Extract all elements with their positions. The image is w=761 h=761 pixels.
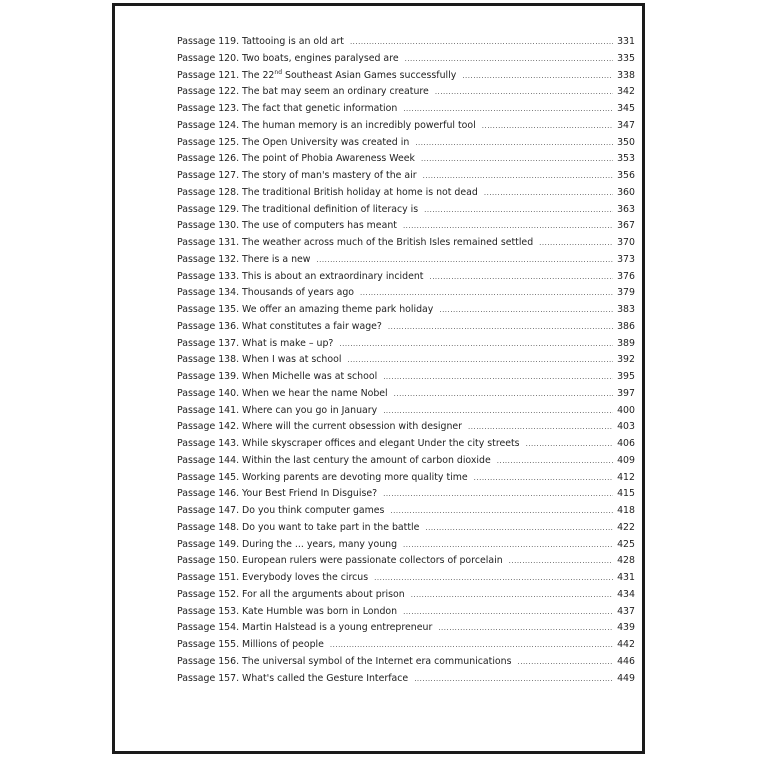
- toc-entry-title: Passage 126. The point of Phobia Awareness Week: [177, 153, 415, 165]
- dot-leader: [360, 289, 613, 297]
- toc-entry-title: Passage 133. This is about an extraordinary incident: [177, 270, 424, 282]
- toc-entry-title: Passage 143. While skyscraper offices and elegant Under the city streets: [177, 438, 520, 449]
- dot-leader: [383, 490, 613, 498]
- dot-leader: [411, 591, 613, 599]
- toc-entry: [177, 237, 635, 254]
- toc-entry-page: 442: [617, 639, 635, 650]
- dot-leader: [350, 38, 613, 46]
- dot-leader: [539, 239, 613, 247]
- dot-leader: [518, 658, 614, 666]
- toc-entry: [177, 555, 635, 572]
- toc-entry-title: Passage 155. Millions of people: [177, 639, 324, 650]
- toc-entry-title: Passage 134. Thousands of years ago: [177, 287, 355, 299]
- dot-leader: [509, 557, 613, 565]
- dot-leader: [474, 474, 613, 482]
- dot-leader: [421, 155, 613, 163]
- toc-entry-page: 395: [617, 371, 635, 382]
- toc-entry: [177, 606, 635, 623]
- toc-entry: [177, 472, 635, 489]
- toc-entry-title: Passage 132. There is a new: [177, 253, 311, 265]
- toc-entry-page: 370: [617, 237, 635, 248]
- dot-leader: [425, 524, 613, 532]
- toc-entry-page: 425: [617, 538, 635, 550]
- toc-entry-page: 403: [617, 421, 635, 433]
- toc-entry: [177, 254, 635, 271]
- dot-leader: [383, 407, 613, 415]
- toc-entry-page: 431: [617, 572, 635, 583]
- toc-entry-title: Passage 122. The bat may seem an ordinary creature: [177, 86, 429, 98]
- toc-entry-title: Passage 141. Where can you go in January: [177, 404, 378, 416]
- toc-entry: [177, 438, 635, 455]
- toc-entry: [177, 70, 635, 87]
- toc-entry-page: 338: [617, 69, 635, 81]
- toc-entry: [177, 488, 635, 505]
- dot-leader: [438, 624, 613, 632]
- toc-entry-page: 437: [617, 605, 635, 617]
- toc-entry-page: 397: [617, 387, 635, 399]
- toc-entry: [177, 371, 635, 388]
- toc-entry-title: Passage 156. The universal symbol of the Internet era communications: [177, 655, 512, 667]
- table-of-contents: [177, 36, 635, 689]
- toc-entry-page: 379: [617, 287, 635, 299]
- dot-leader: [497, 457, 613, 465]
- toc-entry-page: 446: [617, 655, 635, 667]
- toc-entry-page: 331: [617, 36, 635, 47]
- toc-entry-page: 415: [617, 488, 635, 500]
- toc-entry: [177, 539, 635, 556]
- toc-entry-page: 335: [617, 52, 635, 64]
- toc-entry-page: 400: [617, 404, 635, 416]
- toc-entry-page: 434: [617, 588, 635, 600]
- toc-entry-page: 428: [617, 555, 635, 567]
- dot-leader: [403, 608, 613, 616]
- toc-entry: [177, 589, 635, 606]
- toc-entry-title: Passage 129. The traditional definition of literacy is: [177, 203, 419, 215]
- toc-entry-title: Passage 138. When I was at school: [177, 354, 342, 366]
- toc-entry: [177, 103, 635, 120]
- dot-leader: [482, 122, 613, 130]
- toc-entry-page: 449: [617, 672, 635, 684]
- toc-entry: [177, 405, 635, 422]
- toc-entry-title: Passage 131. The weather across much of the British Isles remained settled: [177, 237, 534, 248]
- dot-leader: [414, 675, 613, 683]
- dot-leader: [390, 507, 613, 515]
- dot-leader: [424, 206, 613, 214]
- toc-entry: [177, 505, 635, 522]
- toc-entry: [177, 86, 635, 103]
- toc-entry-page: 367: [617, 220, 635, 232]
- toc-entry-title: Passage 128. The traditional British holiday at home is not dead: [177, 186, 478, 198]
- toc-entry-title: Passage 153. Kate Humble was born in London: [177, 605, 398, 617]
- dot-leader: [403, 541, 613, 549]
- toc-entry-title: Passage 149. During the ... years, many young: [177, 538, 398, 550]
- toc-entry: [177, 622, 635, 639]
- toc-entry-page: 360: [617, 186, 635, 198]
- toc-entry-page: 373: [617, 253, 635, 265]
- ordinal-suffix: nd: [274, 68, 283, 76]
- toc-entry: [177, 656, 635, 673]
- toc-entry-title: Passage 123. The fact that genetic information: [177, 103, 398, 114]
- toc-entry-title: Passage 127. The story of man's mastery of the air: [177, 170, 417, 181]
- dot-leader: [347, 356, 613, 364]
- toc-entry: [177, 153, 635, 170]
- dot-leader: [484, 189, 613, 197]
- toc-entry: [177, 455, 635, 472]
- toc-entry-page: 406: [617, 438, 635, 449]
- toc-entry-title: Passage 120. Two boats, engines paralysed are: [177, 52, 399, 64]
- toc-entry-title: Passage 157. What's called the Gesture Interface: [177, 672, 409, 684]
- toc-entry-title-end: Southeast Asian Games successfully: [282, 69, 457, 81]
- toc-entry-page: 363: [617, 203, 635, 215]
- toc-entry: [177, 53, 635, 70]
- toc-entry-page: 439: [617, 622, 635, 634]
- toc-entry: [177, 304, 635, 321]
- dot-leader: [403, 222, 613, 230]
- dot-leader: [394, 390, 613, 398]
- toc-entry-page: 342: [617, 86, 635, 98]
- dot-leader: [415, 139, 613, 147]
- dot-leader: [423, 172, 613, 180]
- toc-entry: [177, 36, 635, 53]
- toc-entry-title: Passage 144. Within the last century the amount of carbon dioxide: [177, 454, 491, 466]
- dot-leader: [403, 105, 613, 113]
- toc-entry: [177, 137, 635, 154]
- toc-entry-title: Passage 147. Do you think computer games: [177, 505, 385, 516]
- toc-entry-title: Passage 140. When we hear the name Nobel: [177, 387, 388, 399]
- toc-entry: [177, 388, 635, 405]
- dot-leader: [330, 641, 613, 649]
- toc-entry: [177, 421, 635, 438]
- dot-leader: [462, 72, 613, 80]
- toc-entry-page: 422: [617, 521, 635, 533]
- toc-entry-page: 409: [617, 454, 635, 466]
- toc-entry-title: Passage 142. Where will the current obsession with designer: [177, 421, 463, 433]
- toc-entry-title: Passage 152. For all the arguments about prison: [177, 588, 405, 600]
- toc-entry-page: 347: [617, 119, 635, 131]
- toc-entry: [177, 170, 635, 187]
- toc-entry-title: Passage 145. Working parents are devoting more quality time: [177, 471, 468, 483]
- toc-entry-title: Passage 130. The use of computers has meant: [177, 220, 397, 232]
- toc-entry-page: 412: [617, 471, 635, 483]
- toc-entry-title: Passage 139. When Michelle was at school: [177, 371, 378, 382]
- toc-entry-title: Passage 148. Do you want to take part in the battle: [177, 521, 420, 533]
- toc-entry-title: Passage 150. European rulers were passionate collectors of porcelain: [177, 555, 503, 567]
- toc-entry: [177, 187, 635, 204]
- toc-entry-page: 392: [617, 354, 635, 366]
- toc-entry: [177, 120, 635, 137]
- toc-entry: [177, 522, 635, 539]
- dot-leader: [526, 440, 613, 448]
- toc-entry-title: Passage 135. We offer an amazing theme park holiday: [177, 304, 434, 315]
- toc-entry-page: 386: [617, 320, 635, 332]
- toc-entry-page: 353: [617, 153, 635, 165]
- dot-leader: [388, 323, 613, 331]
- toc-entry: [177, 572, 635, 589]
- dot-leader: [435, 88, 613, 96]
- toc-entry: [177, 354, 635, 371]
- toc-entry-title: Passage 136. What constitutes a fair wage?: [177, 320, 382, 332]
- toc-entry-title: Passage 137. What is make – up?: [177, 337, 334, 349]
- toc-entry-title: Passage 124. The human memory is an incredibly powerful tool: [177, 119, 476, 131]
- toc-entry: [177, 220, 635, 237]
- dot-leader: [383, 373, 613, 381]
- toc-entry: [177, 204, 635, 221]
- toc-entry-title-start: Passage 121. The 22: [177, 69, 275, 81]
- dot-leader: [405, 55, 613, 63]
- toc-entry-page: 383: [617, 304, 635, 315]
- toc-entry-page: 350: [617, 136, 635, 148]
- toc-entry: [177, 673, 635, 690]
- dot-leader: [316, 256, 613, 264]
- toc-entry: [177, 287, 635, 304]
- toc-entry-page: 418: [617, 505, 635, 516]
- toc-entry-title: [177, 70, 456, 81]
- toc-entry: [177, 271, 635, 288]
- toc-entry-title: Passage 154. Martin Halstead is a young entrepreneur: [177, 622, 433, 634]
- dot-leader: [468, 423, 613, 431]
- toc-entry-title: Passage 125. The Open University was created in: [177, 136, 410, 148]
- dot-leader: [429, 273, 613, 281]
- toc-entry-title: Passage 151. Everybody loves the circus: [177, 572, 369, 583]
- toc-entry: [177, 639, 635, 656]
- toc-entry: [177, 321, 635, 338]
- toc-entry-title: Passage 119. Tattooing is an old art: [177, 36, 344, 47]
- dot-leader: [374, 574, 613, 582]
- toc-entry-page: 345: [617, 103, 635, 114]
- toc-entry-title: Passage 146. Your Best Friend In Disguise?: [177, 488, 378, 500]
- document-page: [112, 3, 645, 754]
- dot-leader: [339, 340, 613, 348]
- toc-entry-page: 356: [617, 170, 635, 181]
- toc-entry-page: 389: [617, 337, 635, 349]
- toc-entry-page: 376: [617, 270, 635, 282]
- dot-leader: [439, 306, 613, 314]
- toc-entry: [177, 338, 635, 355]
